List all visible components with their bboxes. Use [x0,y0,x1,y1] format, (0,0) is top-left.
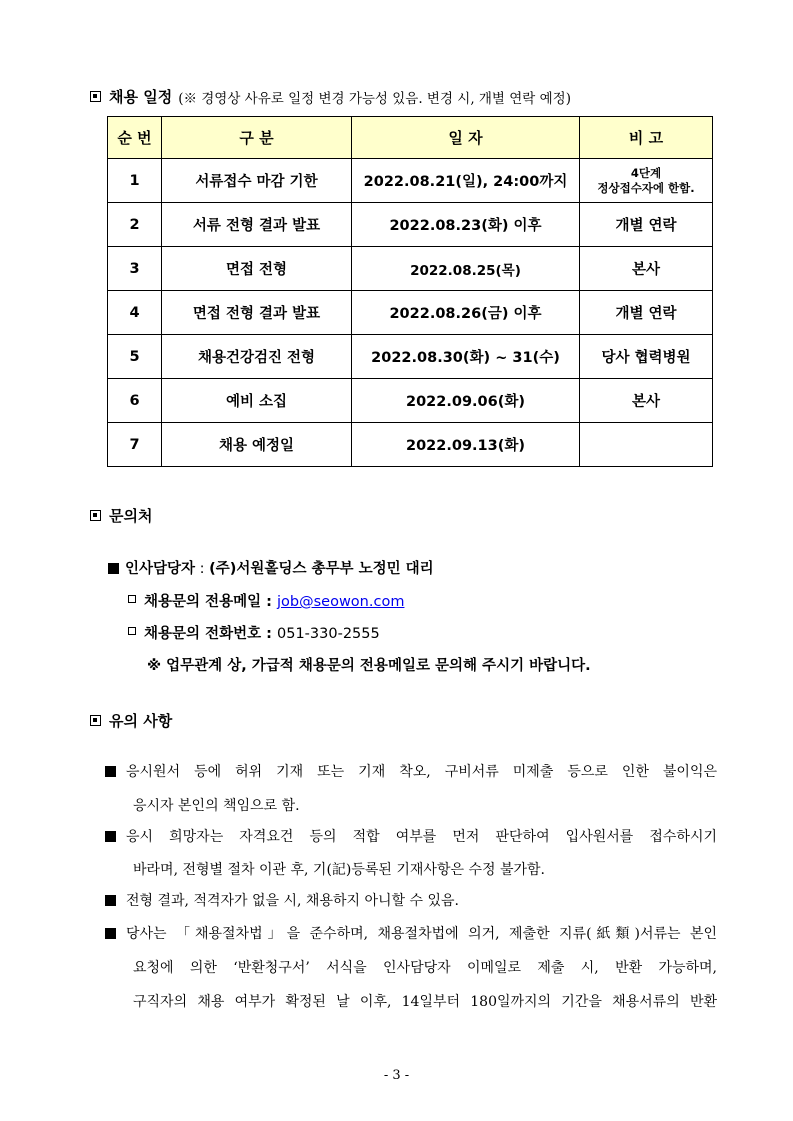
schedule-heading [90,86,571,107]
row-remark: 당사 협력병원 [580,335,713,379]
schedule-note: (※ 경영상 사유로 일정 변경 가능성 있음. 변경 시, 개별 연락 예정) [178,90,571,107]
cautions-title: 유의 사항 [109,712,173,730]
manager-separator: : [195,561,210,577]
table-row [108,247,713,291]
contact-heading [90,505,152,526]
email-link[interactable]: job@seowon.com [277,594,405,610]
row-date: 2022.08.23(화) 이후 [352,203,580,247]
row-item: 채용건강검진 전형 [162,335,352,379]
filled-square-icon [105,928,116,939]
row-date: 2022.09.13(화) [352,423,580,467]
caution-4-line2: 요청에 의한 ‘반환청구서’ 서식을 인사담당자 이메일로 제출 시, 반환 가능하며, [133,960,717,976]
square-bullet-icon [90,510,101,521]
small-square-icon [128,627,136,635]
row-no: 5 [108,335,162,379]
table-row [108,423,713,467]
caution-4-line1: 당사는 「채용절차법」을 준수하며, 채용절차법에 의거, 제출한 지류(紙類)서류는 본인 [105,917,717,951]
row-remark: 본사 [580,247,713,291]
filled-square-icon [105,831,116,842]
row-item: 채용 예정일 [162,423,352,467]
row-remark: 본사 [580,379,713,423]
row-remark-line1: 4단계 [630,165,662,180]
caution-2-line1: 응시 희망자는 자격요건 등의 적합 여부를 먼저 판단하여 입사원서를 접수하시기 [105,820,717,854]
row-item: 서류 전형 결과 발표 [162,203,352,247]
row-item: 서류접수 마감 기한 [162,159,352,203]
table-row [108,335,713,379]
col-header-date: 일 자 [352,117,580,159]
contact-notice: ※ 업무관계 상, 가급적 채용문의 전용메일로 문의해 주시기 바랍니다. [147,658,591,674]
row-no: 6 [108,379,162,423]
row-date: 2022.08.26(금) 이후 [352,291,580,335]
row-date: 2022.08.25(목) [352,247,580,291]
contact-manager [108,557,434,578]
row-date: 2022.09.06(화) [352,379,580,423]
row-remark [580,159,713,203]
col-header-remark: 비 고 [580,117,713,159]
table-row [108,291,713,335]
table-row [108,203,713,247]
caution-1-line1: 응시원서 등에 허위 기재 또는 기재 착오, 구비서류 미제출 등으로 인한 불이익은 [105,755,717,789]
caution-3-line1: 전형 결과, 적격자가 없을 시, 채용하지 아니할 수 있음. [105,884,717,918]
caution-4-line3: 구직자의 채용 여부가 확정된 날 이후, 14일부터 180일까지의 기간을 채용서류의 반환 [133,994,717,1010]
square-bullet-icon [90,91,101,102]
manager-value: (주)서원홀딩스 총무부 노정민 대리 [209,561,434,577]
page-number: - 3 - [383,1068,410,1083]
filled-square-icon [105,766,116,777]
row-no: 2 [108,203,162,247]
row-remark [580,423,713,467]
filled-square-icon [105,895,116,906]
row-remark: 개별 연락 [580,203,713,247]
row-no: 1 [108,159,162,203]
col-header-item: 구 분 [162,117,352,159]
row-no: 4 [108,291,162,335]
row-item: 면접 전형 결과 발표 [162,291,352,335]
small-square-icon [128,595,136,603]
row-no: 7 [108,423,162,467]
schedule-table [107,116,713,467]
col-header-no: 순 번 [108,117,162,159]
row-remark: 개별 연락 [580,291,713,335]
caution-1-line2: 응시자 본인의 책임으로 함. [133,798,300,814]
contact-phone [128,622,380,643]
row-no: 3 [108,247,162,291]
square-bullet-icon [90,715,101,726]
phone-value: 051-330-2555 [277,626,380,642]
row-remark-line2: 정상접수자에 한함. [597,180,695,195]
schedule-title: 채용 일정 [109,88,173,106]
contact-title: 문의처 [109,507,153,525]
manager-label: 인사담당자 [125,561,196,577]
phone-label: 채용문의 전화번호 : [144,626,277,642]
email-label: 채용문의 전용메일 : [144,594,277,610]
filled-square-icon [108,563,119,574]
row-date: 2022.08.21(일), 24:00까지 [352,159,580,203]
row-date: 2022.08.30(화) ~ 31(수) [352,335,580,379]
contact-email [128,590,404,611]
caution-2-line2: 바라며, 전형별 절차 이관 후, 기(記)등록된 기재사항은 수정 불가함. [133,862,545,878]
table-row [108,159,713,203]
table-header-row [108,117,713,159]
row-item: 면접 전형 [162,247,352,291]
row-item: 예비 소집 [162,379,352,423]
cautions-heading [90,710,172,731]
table-row [108,379,713,423]
